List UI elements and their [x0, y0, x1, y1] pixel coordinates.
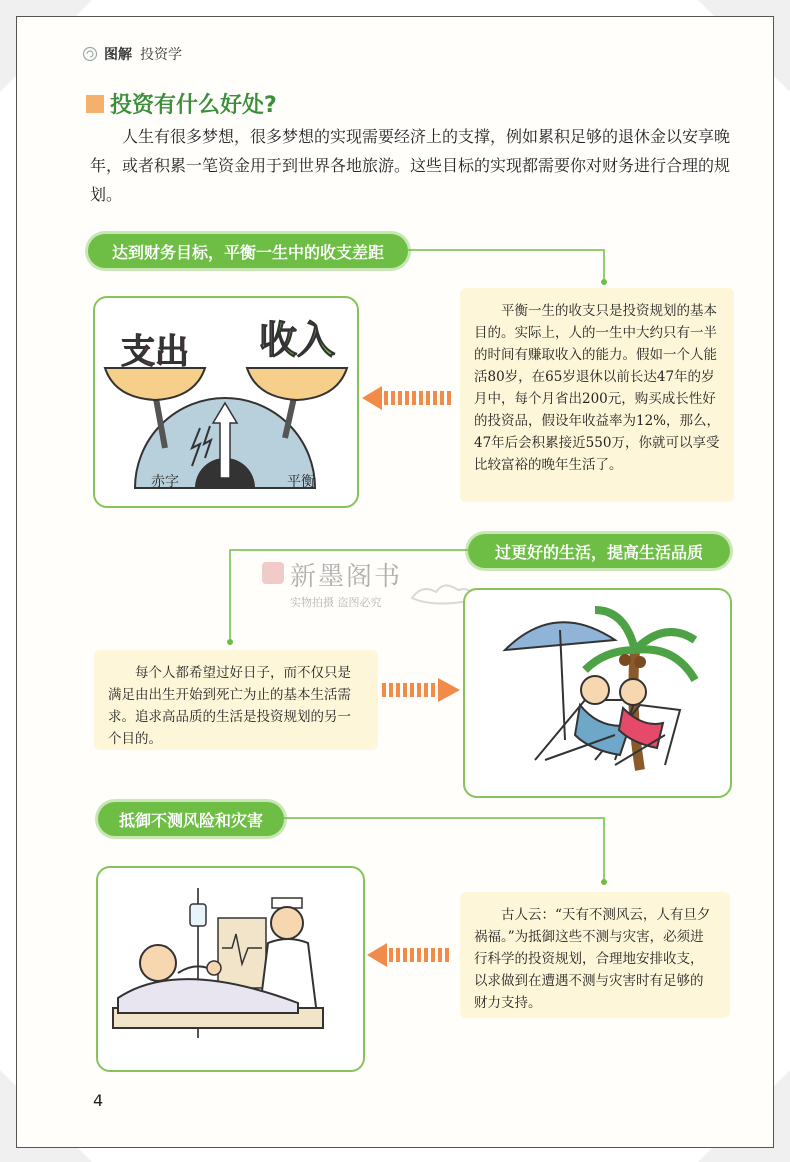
block2-note: 每个人都希望过好日子，而不仅只是满足由出生开始到死亡为止的基本生活需求。追求高品质的生活是投资规划的另一个目的。	[94, 650, 378, 750]
gauge-label-balance: 平衡	[287, 474, 315, 490]
balance-illustration	[93, 296, 359, 508]
block3-heading-pill: 抵御不测风险和灾害	[98, 802, 284, 836]
watermark-sub: 实物拍摄 盗图必究	[290, 596, 382, 609]
header-book-label: 投资学	[140, 47, 182, 63]
arrow-right-icon	[382, 678, 460, 702]
section-title: 投资有什么好处?	[110, 93, 277, 118]
running-header	[82, 44, 182, 64]
intro-paragraph: 人生有很多梦想，很多梦想的实现需要经济上的支撑，例如累积足够的退休金以安享晚年，或者积累一笔资金用于到世界各地旅游。这些目标的实现都需要你对财务进行合理的规划。	[90, 127, 731, 204]
header-book-label-bold: 图解	[104, 47, 132, 63]
block2-heading-pill: 过更好的生活，提高生活品质	[468, 534, 730, 568]
balance-scale-drawing	[95, 298, 357, 506]
watermark-main: 新墨阁书	[290, 562, 403, 592]
section-title-row	[86, 88, 277, 119]
swirl-icon	[82, 46, 98, 62]
title-square-icon	[86, 95, 104, 113]
block3-note: 古人云：“天有不测风云，人有旦夕祸福。”为抵御这些不测与灾害，必须进行科学的投资规划，合理地安排收支，以求做到在遭遇不测与灾害时有足够的财力支持。	[460, 892, 730, 1018]
hospital-illustration	[96, 866, 365, 1072]
gauge-label-deficit: 赤字	[151, 474, 179, 490]
beach-chairs-drawing	[465, 590, 730, 796]
block1-note: 平衡一生的收支只是投资规划的基本目的。实际上，人的一生中大约只有一半的时间有赚取收入的能力。假如一个人能活80岁，在65岁退休以前长达47年的岁月中，每个月省出200元，购买成长性好的投资品，假设年收益率为12%，那么，47年后会积累接近550万，你就可以享受比较富裕的晚年生活了。	[460, 288, 734, 502]
hospital-bed-drawing	[98, 868, 363, 1070]
page-number: 4	[93, 1091, 104, 1110]
income-label: 收入	[258, 318, 336, 362]
arrow-left-icon-2	[367, 943, 457, 967]
arrow-left-icon	[362, 386, 456, 410]
beach-illustration	[463, 588, 732, 798]
expense-label: 支出	[121, 332, 189, 372]
block1-heading-pill: 达到财务目标，平衡一生中的收支差距	[88, 234, 408, 268]
